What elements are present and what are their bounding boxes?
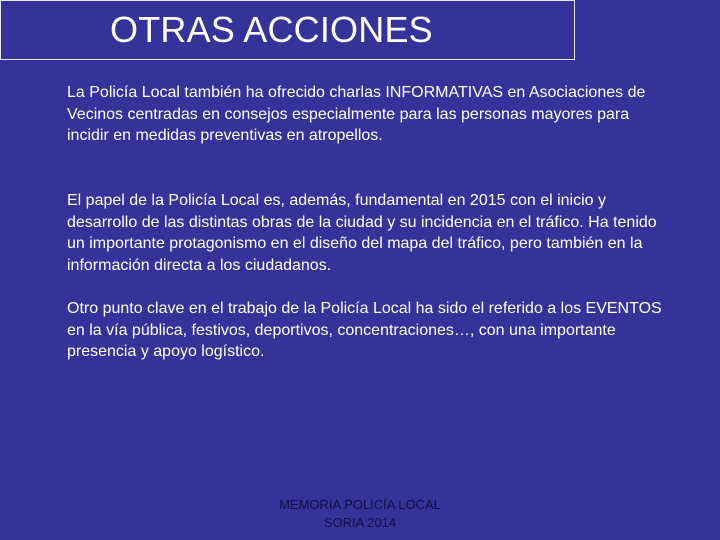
paragraph-charlas: La Policía Local también ha ofrecido charlas INFORMATIVAS en Asociaciones de Vecinos centradas en consejos especialmente para las personas mayores para incidir en medidas preventivas en atropellos. [67,84,646,144]
slide-footer [240,496,480,532]
slide-title: OTRAS ACCIONES [110,9,433,50]
paragraph-eventos: Otro punto clave en el trabajo de la Policía Local ha sido el referido a los EVENTOS en la vía pública, festivos, deportivos, concentraciones…, con una importante presencia y apoyo logístico. [67,300,662,360]
title-box [0,0,575,60]
paragraph-obras: El papel de la Policía Local es, además, fundamental en 2015 con el inicio y desarrollo de las distintas obras de la ciudad y su incidencia en el tráfico. Ha tenido un importante protagonismo en el diseño del mapa del tráfico, pero también en la información directa a los ciudadanos. [67,192,657,274]
footer-line-2: SORIA 2014 [323,515,397,530]
footer-line-1: MEMORIA POLICÍA LOCAL [279,497,441,512]
